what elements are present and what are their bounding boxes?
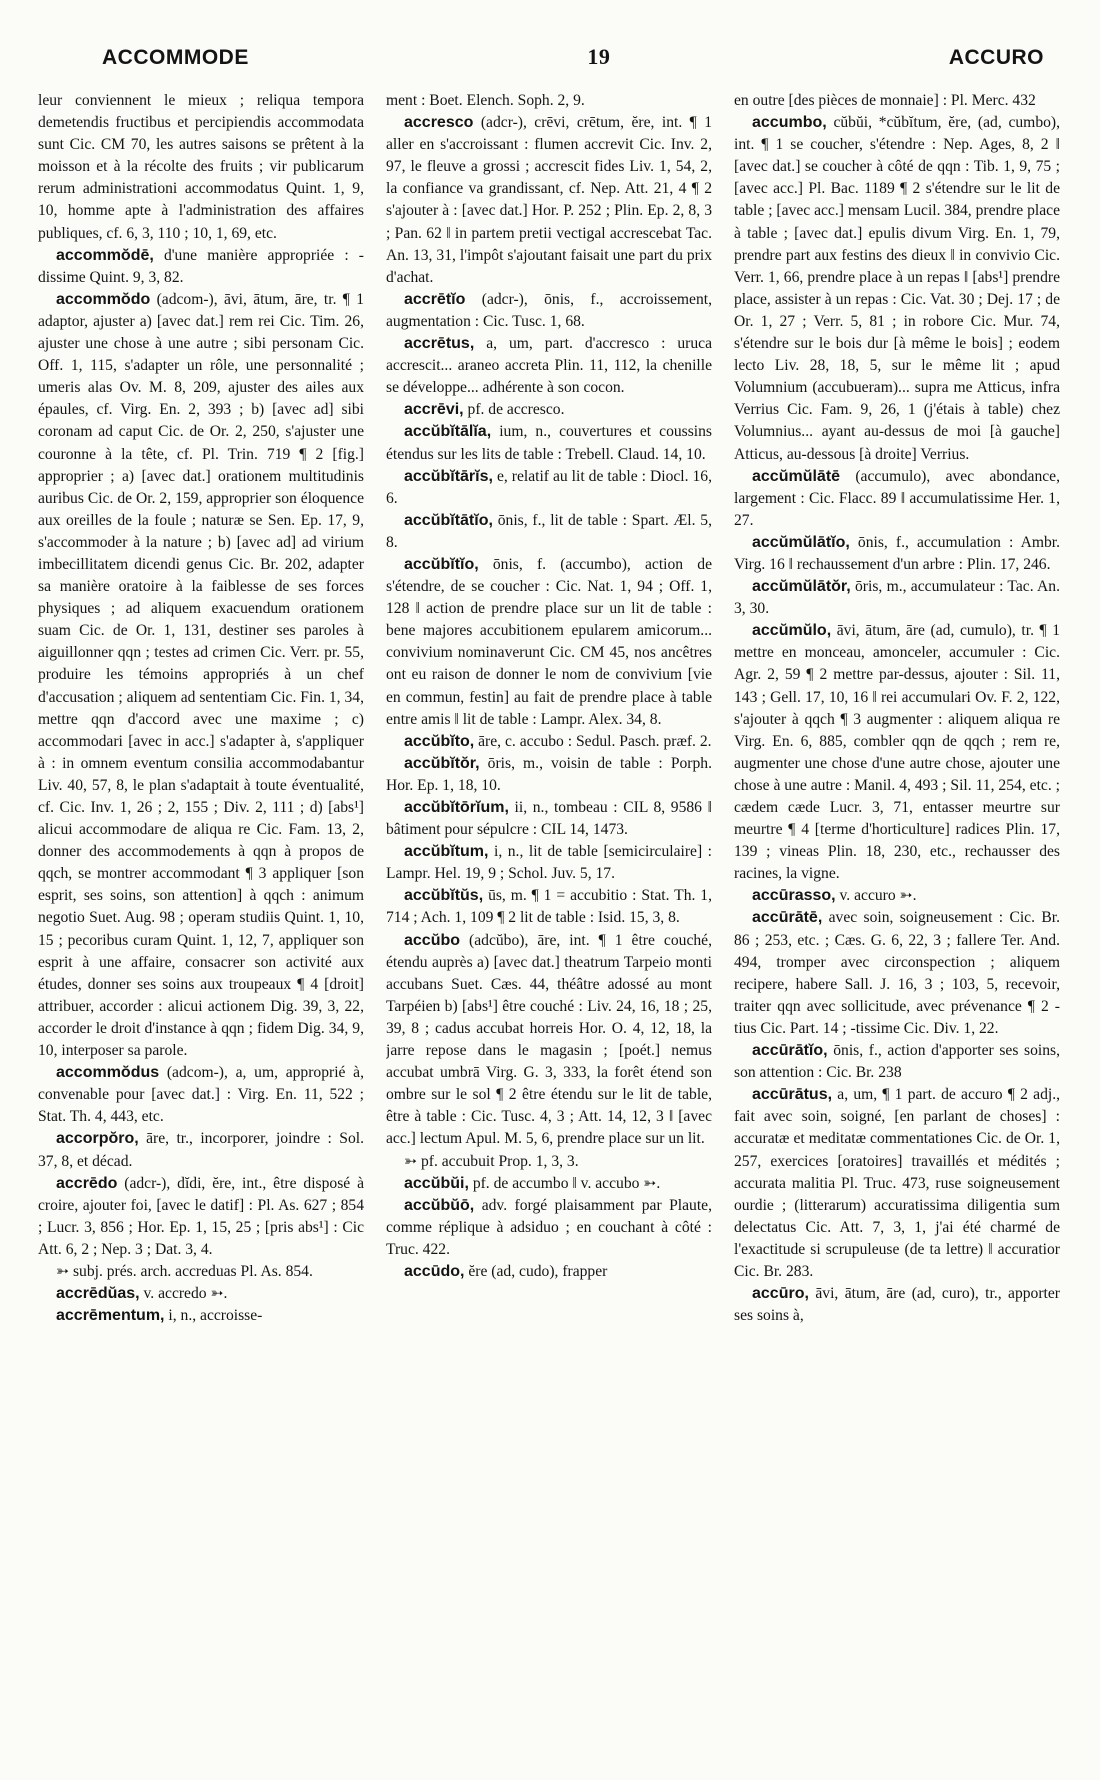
entry-headword: accūrātĭo, xyxy=(752,1042,828,1060)
entry-definition: āre, tr., incorporer, joindre : Sol. 37, 8, et décad. xyxy=(38,1130,364,1170)
dictionary-entry xyxy=(734,90,1060,112)
dictionary-entry xyxy=(734,885,1060,907)
entry-definition: (adcr-), crēvi, crētum, ĕre, int. ¶ 1 aller en s'accroissant : flumen accrevit Cic. Inv. 2, 97, le fleuve a grossi ; accrescit fides Liv. 1, 54, 2, la confiance va grandissant, cf. Nep. Att. 21, 4 ¶ 2 s'ajouter à : [avec dat.] Hor. P. 252 ; Plin. Ep. 2, 8, 3 ; Pan. 62 ‖ in partem pretii vectigal accrescebat Tac. An. 13, 31, l'impôt s'ajoutant faisait une part du prix d'achat. xyxy=(386,114,712,286)
entry-headword: accŭbĭtārĭs, xyxy=(404,467,493,485)
dictionary-entry xyxy=(734,1084,1060,1283)
entry-headword: accorpŏro, xyxy=(56,1130,139,1148)
dictionary-entry xyxy=(38,1128,364,1172)
entry-definition: āre, c. accubo : Sedul. Pasch. præf. 2. xyxy=(478,732,712,750)
entry-definition: (adcr-), ōnis, f., accroissement, augmentation : Cic. Tusc. 1, 68. xyxy=(386,290,712,330)
dictionary-entry xyxy=(386,399,712,421)
dictionary-entry xyxy=(386,885,712,929)
dictionary-entry xyxy=(734,112,1060,466)
entry-headword: accrētus, xyxy=(404,335,475,353)
entry-definition: ĕre (ad, cudo), frapper xyxy=(468,1262,608,1280)
entry-headword: accŭbĭtōrĭum, xyxy=(404,799,509,816)
entry-definition: ōnis, f. (accumbo), action de s'étendre, de se coucher : Cic. Nat. 1, 94 ; Off. 1, 128 ‖ action de prendre place sur un lit de table : bene majores accubitionem epularem amicorum... convivium nominaverunt Cic. CM 45, nos ancêtres ont eu raison de donner le nom de convivium [vie en commun, festin] au fait de prendre place à table entre amis ‖ lit de table : Lampr. Alex. 34, 8. xyxy=(386,555,712,728)
entry-definition: i, n., accroisse- xyxy=(168,1307,263,1325)
entry-headword: accommŏdē, xyxy=(56,246,154,264)
running-header xyxy=(38,44,1060,70)
entry-definition: ium, n., couvertures et coussins étendus sur les lits de table : Trebell. Claud. 14, 10. xyxy=(386,423,712,463)
entry-headword: accūdo, xyxy=(404,1262,465,1280)
dictionary-entry xyxy=(734,576,1060,620)
entry-definition: a, um, part. d'accresco : uruca accrescit... araneo accreta Plin. 11, 112, la chenille se développe... adhérente à son cocon. xyxy=(386,335,712,397)
dictionary-entry xyxy=(38,1261,364,1283)
entry-definition: ōnis, f., action d'apporter ses soins, son attention : Cic. Br. 238 xyxy=(734,1042,1060,1082)
entry-headword: accŭbĭtŏr, xyxy=(404,754,480,772)
dictionary-entry xyxy=(734,466,1060,532)
entry-headword: accŭbŭi, xyxy=(404,1174,469,1192)
dictionary-entry xyxy=(386,510,712,554)
entry-headword: accŭbĭtum, xyxy=(404,843,489,861)
dictionary-entry xyxy=(386,753,712,797)
entry-headword: accŭbĭto, xyxy=(404,732,475,750)
entry-definition: cŭbŭi, *cŭbĭtum, ĕre, (ad, cumbo), int. ¶ 1 se coucher, s'étendre : Nep. Ages, 8, 2 ‖ [avec dat.] se coucher à côté de qqn : Tib. 1, 9, 75 ; [avec acc.] Pl. Bac. 1189 ¶ 2 s'étendre sur le lit de table ; [avec acc.] mensam Lucil. 384, prendre place à table ; [avec dat.] epulis divum Virg. En. 1, 79, prendre part aux festins des dieux ‖ in convivio Cic. Verr. 1, 66, prendre place à un repas ‖ [abs¹] prendre place, assister à un repas : Cic. Vat. 30 ; Dej. 17 ; de Or. 1, 27 ; Verr. 5, 81 ; in robore Cic. Mur. 74, s'étendre sur le bois dur [à même le bois] ; eodem lecto Liv. 28, 18, 5, sur le même lit ; apud Volumnium (accubueram)... supra me Atticus, infra Verrius Cic. Fam. 9, 26, 1 (j'étais à table) chez Volumnius... ayant au-dessus de moi [à gauche] Atticus, au-dessous [à droite] Verrius. xyxy=(734,114,1060,463)
dictionary-entry xyxy=(386,421,712,465)
entry-definition: (adcom-), āvi, ātum, āre, tr. ¶ 1 adaptor, ajuster a) [avec dat.] rem rei Cic. Tim. 26, ajuster une chose à une autre ; sibi personam Cic. Off. 1, 115, s'adapter un rôle, une personnalité ; umeris alas Ov. M. 8, 209, ajuster des ailes aux épaules, cf. Virg. En. 2, 393 ; b) [avec ad] sibi coronam ad caput Cic. de Or. 2, 250, s'ajuster une couronne à la tête, cf. Pl. Trin. 719 ¶ 2 [fig.] approprier ; a) [avec dat.] orationem multitudinis auribus Cic. de Or. 2, 159, approprier son éloquence aux oreilles de la foule ; naturæ se Sen. Ep. 17, 9, s'accommoder à la nature ; b) [avec ad] ad virium imbecillitatem dicendi genus Cic. Br. 202, adapter sa manière oratoire à la faiblesse de ses forces physiques ; ad aliquem exacuendum orationem suam Cic. de Or. 1, 131, destiner ses paroles à aiguillonner qqn ; testes ad crimen Cic. Verr. pr. 55, produire les témoins appropriés à un chef d'accusation ; aliquem ad sententiam Cic. Fin. 1, 34, mettre qqn d'accord avec une maxime ; c) accommodari [avec in acc.] s'adapter à, s'appliquer à : in omnem eventum consilia accommodabantur Liv. 40, 57, 8, le plan s'adaptait à toute éventualité, cf. Cic. Inv. 1, 26 ; 2, 155 ; Div. 2, 111 ; d) [abs¹] alicui accommodare de aliqua re Cic. Fam. 13, 2, donner des accommodements à qqn à propos de qqch, se montrer accommodant ¶ 3 appliquer [son esprit, ses soins, son attention] à qqch : animum negotio Suet. Aug. 98 ; operam studiis Quint. 1, 10, 15 ; pecoribus curam Quint. 1, 12, 7, appliquer son esprit à une affaire, consacrer son activité aux études, donner ses soins aux troupeaux ¶ 4 [droit] attribuer, accorder : alicui actionem Dig. 39, 3, 22, accorder le droit d'instance à qqn ; fidem Dig. 34, 9, 10, interposer sa parole. xyxy=(38,290,364,1060)
entry-headword: accūrātē, xyxy=(752,909,823,927)
column-1 xyxy=(38,90,364,1780)
entry-definition: i, n., lit de table [semicirculaire] : Lampr. Hel. 19, 9 ; Schol. Juv. 5, 17. xyxy=(386,843,712,883)
entry-headword: accommŏdo xyxy=(56,290,151,308)
dictionary-entry xyxy=(386,797,712,841)
dictionary-entry xyxy=(386,841,712,885)
entry-definition: v. accredo ➳. xyxy=(143,1285,228,1303)
entry-headword: accŭbĭtālĭa, xyxy=(404,423,492,441)
column-2 xyxy=(386,90,712,1780)
entry-definition: en outre [des pièces de monnaie] : Pl. Merc. 432 xyxy=(734,92,1036,109)
entry-headword: accresco xyxy=(404,114,474,132)
entry-headword: accŭmŭlātŏr, xyxy=(752,578,851,596)
entry-definition: ➳ subj. prés. arch. accreduas Pl. As. 854. xyxy=(56,1262,313,1280)
entry-definition: āvi, ātum, āre (ad, curo), tr., apporter ses soins à, xyxy=(734,1285,1060,1325)
dictionary-entry xyxy=(386,731,712,753)
dictionary-entry xyxy=(734,907,1060,1040)
page-number: 19 xyxy=(587,44,611,69)
column-3 xyxy=(734,90,1060,1780)
entry-headword: accommŏdus xyxy=(56,1064,160,1082)
entry-headword: accŭmŭlātē xyxy=(752,467,841,485)
entry-headword: accūrātus, xyxy=(752,1086,833,1104)
entry-headword: accrēmentum, xyxy=(56,1307,165,1325)
entry-headword: accrēvi, xyxy=(404,401,464,419)
entry-definition: v. accuro ➳. xyxy=(839,887,917,905)
dictionary-entry xyxy=(38,1062,364,1128)
entry-definition: e, relatif au lit de table : Diocl. 16, 6. xyxy=(386,467,712,507)
entry-headword: accūro, xyxy=(752,1285,809,1303)
entry-definition: (adcŭbo), āre, int. ¶ 1 être couché, étendu auprès a) [avec dat.] theatrum Tarpeio monti accubans Suet. Cæs. 44, théâtre adossé au mont Tarpéien b) [abs¹] être couché : Liv. 24, 16, 18 ; 25, 39, 8 ; cadus accubat horreis Hor. O. 4, 12, 18, la jarre repose dans le magasin ; [poét.] nemus accubat umbrā Virg. G. 3, 333, la forêt étend son ombre sur le sol ¶ 2 être étendu sur le lit de table, être à table : Cic. Tusc. 4, 3 ; Att. 14, 12, 3 ‖ [avec acc.] lectum Apul. M. 5, 6, prendre place sur un lit. xyxy=(386,931,712,1148)
dictionary-entry xyxy=(386,333,712,399)
dictionary-entry xyxy=(386,112,712,289)
entry-definition: ōnis, f., accumulation : Ambr. Virg. 16 ‖ rechaussement d'un arbre : Plin. 17, 246. xyxy=(734,533,1060,573)
entry-definition: pf. de accumbo ‖ v. accubo ➳. xyxy=(472,1174,661,1192)
entry-definition: d'une manière appropriée : -dissime Quint. 9, 3, 82. xyxy=(38,246,364,286)
entry-headword: accŭmŭlātĭo, xyxy=(752,533,850,551)
dictionary-entry xyxy=(386,1151,712,1173)
entry-definition: ii, n., tombeau : CIL 8, 9586 ‖ bâtiment pour sépulcre : CIL 14, 1473. xyxy=(386,799,712,839)
entry-headword: accŭbĭtĭo, xyxy=(404,555,479,573)
entry-headword: accŭbŭō, xyxy=(404,1196,475,1214)
dictionary-entry xyxy=(38,1305,364,1327)
dictionary-entry xyxy=(38,90,364,245)
dictionary-entry xyxy=(38,1283,364,1305)
entry-definition: ūs, m. ¶ 1 = accubitio : Stat. Th. 1, 714 ; Ach. 1, 109 ¶ 2 lit de table : Isid. 15, 3, 8. xyxy=(386,887,712,927)
dictionary-entry xyxy=(386,1261,712,1283)
entry-definition: āvi, ātum, āre (ad, cumulo), tr. ¶ 1 mettre en monceau, amonceler, accumuler : Cic. Agr. 2, 59 ¶ 2 mettre par-dessus, ajouter : Sil. 11, 143 ; Gell. 17, 10, 16 ‖ rei accumulari Ov. F. 2, 122, s'ajouter à qqch ¶ 3 augmenter : aliquem aliqua re Virg. En. 6, 885, combler qqn de qqch ; rem re, augmenter une chose d'une autre chose, ajouter une chose à une autre : Manil. 4, 493 ; Sil. 11, 254, etc. ; cædem cæde Lucr. 3, 71, entasser meurtre sur meurtre ¶ 4 [terme d'horticulture] radices Plin. 17, 139 ; vineas Plin. 18, 230, etc., rechausser des racines, la vigne. xyxy=(734,622,1060,883)
dictionary-entry xyxy=(386,90,712,112)
entry-headword: accūrasso, xyxy=(752,887,836,905)
dictionary-entry xyxy=(386,554,712,731)
dictionary-entry xyxy=(734,620,1060,885)
entry-headword: accŭmŭlo, xyxy=(752,622,832,640)
text-columns xyxy=(38,90,1060,1780)
entry-headword: accŭbĭtŭs, xyxy=(404,887,484,905)
dictionary-entry xyxy=(386,289,712,333)
entry-definition: leur conviennent le mieux ; reliqua tempora demetendis fructibus et percipiendis accommodata sunt Cic. CM 70, les autres saisons se prêtent à la moisson et à la récolte des fruits ; vir publicarum rerum administrationi accommodatus Quint. 1, 9, 10, homme apte à l'administration des affaires publiques, cf. 6, 3, 110 ; 10, 1, 69, etc. xyxy=(38,92,364,242)
entry-headword: accŭbĭtātĭo, xyxy=(404,511,493,529)
entry-headword: accrēdo xyxy=(56,1174,118,1192)
entry-definition: ➳ pf. accubuit Prop. 1, 3, 3. xyxy=(404,1152,579,1170)
entry-definition: ōris, m., voisin de table : Porph. Hor. Ep. 1, 18, 10. xyxy=(386,754,712,794)
dictionary-entry xyxy=(734,1040,1060,1084)
dictionary-entry xyxy=(734,532,1060,576)
entry-definition: ment : Boet. Elench. Soph. 2, 9. xyxy=(386,92,585,109)
dictionary-entry xyxy=(386,930,712,1151)
entry-definition: (adcom-), a, um, approprié à, convenable pour [avec dat.] : Virg. En. 11, 522 ; Stat. Th. 4, 443, etc. xyxy=(38,1064,364,1126)
dictionary-entry xyxy=(386,1173,712,1195)
dictionary-entry xyxy=(386,466,712,510)
dictionary-entry xyxy=(38,1173,364,1261)
entry-definition: (adcr-), dĭdi, ĕre, int., être disposé à croire, ajouter foi, [avec le datif] : Pl. As. 627 ; 854 ; Lucr. 3, 856 ; Hor. Ep. 1, 15, 25 ; [pris abs¹] : Cic Att. 6, 2 ; Nep. 3 ; Dat. 3, 4. xyxy=(38,1174,364,1258)
entry-definition: ōris, m., accumulateur : Tac. An. 3, 30. xyxy=(734,578,1060,618)
entry-headword: accumbo, xyxy=(752,114,827,132)
entry-headword: accŭbo xyxy=(404,931,461,949)
entry-headword: accrētĭo xyxy=(404,290,466,308)
entry-headword: accrēdŭas, xyxy=(56,1285,140,1303)
dictionary-entry xyxy=(38,245,364,289)
dictionary-entry xyxy=(38,289,364,1062)
dictionary-entry xyxy=(386,1195,712,1261)
header-right-guideword: ACCURO xyxy=(948,46,1044,69)
header-left-guideword: ACCOMMODE xyxy=(102,46,249,69)
entry-definition: ōnis, f., lit de table : Spart. Æl. 5, 8. xyxy=(386,511,712,551)
entry-definition: pf. de accresco. xyxy=(467,401,565,419)
entry-definition: adv. forgé plaisamment par Plaute, comme réplique à adsiduo ; en couchant à côté : Truc. 422. xyxy=(386,1196,712,1258)
entry-definition: (accumulo), avec abondance, largement : Cic. Flacc. 89 ‖ accumulatissime Her. 1, 27. xyxy=(734,467,1060,529)
entry-definition: a, um, ¶ 1 part. de accuro ¶ 2 adj., fait avec soin, soigné, [en parlant de choses] : accuratæ et meditatæ commentationes Cic. de Or. 1, 257, exercices [oratoires] travaillés et médités ; accurata malitia Pl. Truc. 473, ruse soigneusement ourdie ; (litterarum) accuratissima diligentia sum delectatus Cic. Att. 7, 3, 1, j'ai été charmé de l'exactitude si scrupuleuse (de ta lettre) ‖ accuratior Cic. Br. 283. xyxy=(734,1086,1060,1280)
entry-definition: avec soin, soigneusement : Cic. Br. 86 ; 253, etc. ; Cæs. G. 6, 22, 3 ; fallere Ter. And. 494, tromper avec circonspection ; aliquem recipere, habere Sall. J. 16, 3 ; 103, 5, recevoir, traiter qqn avec sollicitude, avec prévenance ¶ 2 -tius Cic. Part. 14 ; -tissime Cic. Div. 1, 22. xyxy=(734,909,1060,1037)
dictionary-entry xyxy=(734,1283,1060,1327)
